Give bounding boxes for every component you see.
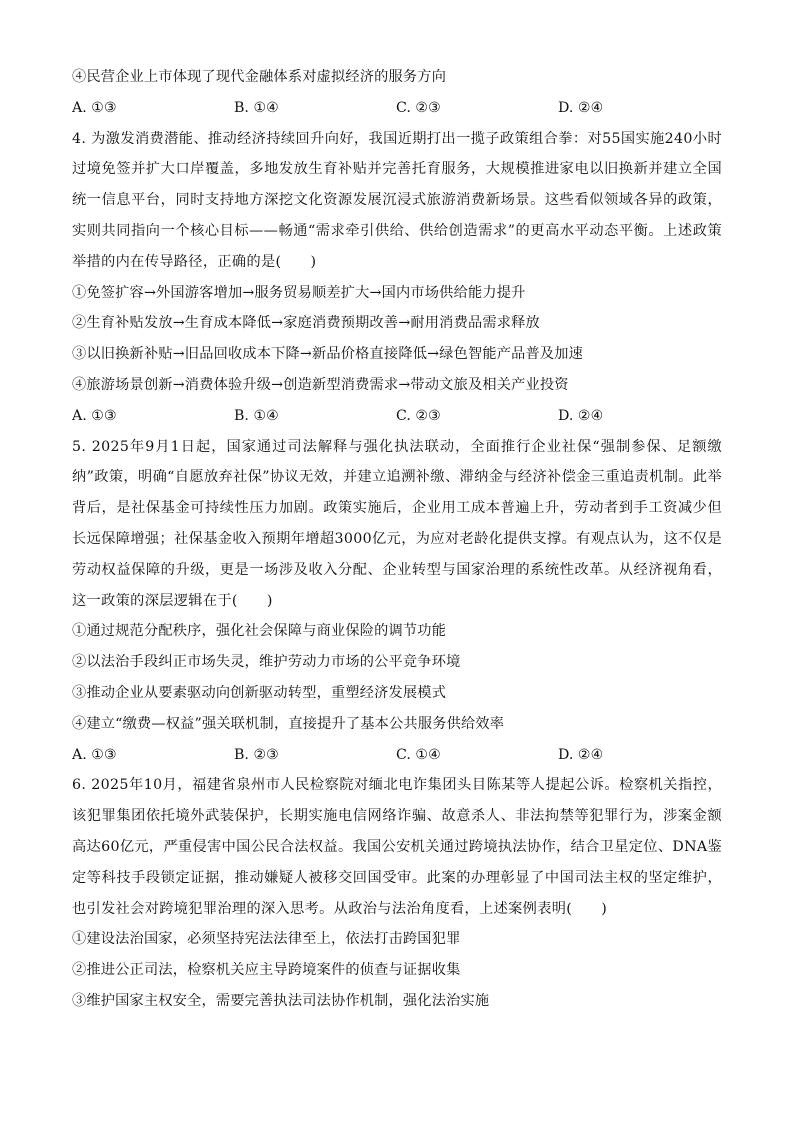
q6-stem: 6. 2025年10月，福建省泉州市人民检察院对缅北电诈集团头目陈某等人提起公诉。检察机关指控，该犯罪集团依托境外武装保护，长期实施电信网络诈骗、故意杀人、非法拘禁等犯罪行为，涉案金额高达60亿元，严重侵害中国公民合法权益。我国公安机关通过跨境执法协作，结合卫星定位、DNA鉴定等科技手段锁定证据，推动嫌疑人被移交回国受审。此案的办理彰显了中国司法主权的坚定维护，也引发社会对跨境犯罪治理的深入思考。从政治与法治角度看，上述案例表明( ) [72,777,722,917]
q4-option-a[interactable]: A. ①③ [72,407,117,424]
q4-option-b[interactable]: B. ①④ [234,407,279,424]
q5-option-d[interactable]: D. ②④ [558,746,604,763]
q5-option-c[interactable]: C. ①④ [396,746,441,763]
q6-statement-2: ②推进公正司法，检察机关应主导跨境案件的侦查与证据收集 [72,962,461,979]
q4-statement-3: ③以旧换新补贴→旧品回收成本下降→新品价格直接降低→绿色智能产品普及加速 [72,346,584,363]
q5-options [72,740,722,771]
q5-stem: 5. 2025年9月1日起，国家通过司法解释与强化执法联动，全面推行企业社保“强制参保、足额缴纳”政策，明确“自愿放弃社保”协议无效，并建立追溯补缴、滞纳金与经济补偿金三重追责机制。此举背后，是社保基金可持续性压力加剧。政策实施后，企业用工成本普遍上升，劳动者到手工资减少但长远保障增强；社保基金收入预期年增超3000亿元，为应对老龄化提供支撑。有观点认为，这不仅是劳动权益保障的升级，更是一场涉及收入分配、企业转型与国家治理的系统性改革。从经济视角看，这一政策的深层逻辑在于( ) [72,438,722,609]
q5-statement-1: ①通过规范分配秩序，强化社会保障与商业保险的调节功能 [72,623,447,640]
q4-option-c[interactable]: C. ②③ [396,407,441,424]
q4-options [72,401,722,432]
q4-option-d[interactable]: D. ②④ [558,407,604,424]
q3-option-c[interactable]: C. ②③ [396,99,441,116]
q4-statement-2: ②生育补贴发放→生育成本降低→家庭消费预期改善→耐用消费品需求释放 [72,315,540,332]
q3-options [72,93,722,124]
q3-option-b[interactable]: B. ①④ [234,99,279,116]
q5-option-a[interactable]: A. ①③ [72,746,117,763]
q5-option-b[interactable]: B. ②③ [234,746,279,763]
q6-statement-1: ①建设法治国家，必须坚持宪法法律至上，依法打击跨国犯罪 [72,931,461,948]
q5-statement-2: ②以法治手段纠正市场失灵，维护劳动力市场的公平竞争环境 [72,654,461,671]
q3-option-a[interactable]: A. ①③ [72,99,117,116]
q3-statement-4: ④民营企业上市体现了现代金融体系对虚拟经济的服务方向 [72,69,447,85]
q4-statement-4: ④旅游场景创新→消费体验升级→创造新型消费需求→带动文旅及相关产业投资 [72,376,569,393]
page-content [72,62,722,1017]
q4-stem: 4. 为激发消费潜能、推动经济持续回升向好，我国近期打出一揽子政策组合拳：对55国实施240小时过境免签并扩大口岸覆盖，多地发放生育补贴并完善托育服务，大规模推进家电以旧换新并建立全国统一信息平台，同时支持地方深挖文化资源发展沉浸式旅游消费新场景。这些看似领域各异的政策，实则共同指向一个核心目标——畅通“需求牵引供给、供给创造需求”的更高水平动态平衡。上述政策举措的内在传导路径，正确的是( ) [72,130,722,270]
q4-statement-1: ①免签扩容→外国游客增加→服务贸易顺差扩大→国内市场供给能力提升 [72,284,526,301]
q6-statement-3: ③维护国家主权安全，需要完善执法司法协作机制，强化法治实施 [72,992,490,1009]
q5-statement-4: ④建立“缴费—权益”强关联机制，直接提升了基本公共服务供给效率 [72,715,505,732]
q5-statement-3: ③推动企业从要素驱动向创新驱动转型，重塑经济发展模式 [72,684,447,701]
q3-option-d[interactable]: D. ②④ [558,99,604,116]
